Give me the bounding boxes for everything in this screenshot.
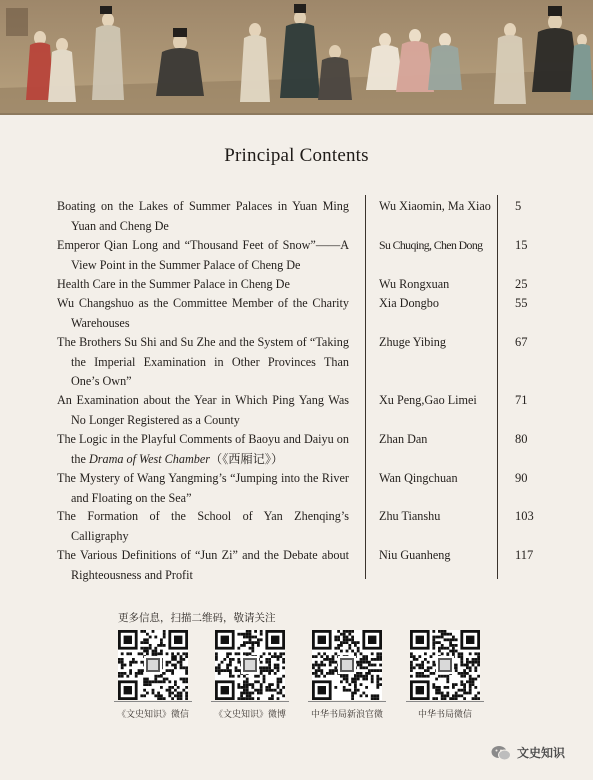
entry-author: Zhuge Yibing	[379, 335, 446, 349]
entry-title: The Various Definitions of “Jun Zi” and the Debate about Righteousness and Profit	[57, 548, 349, 582]
entry-title	[57, 430, 349, 469]
entry-title: The Formation of the School of Yan Zhenqing’s Calligraphy	[57, 509, 349, 543]
entry-author: Niu Guanheng	[379, 548, 451, 562]
entry-page: 67	[515, 335, 528, 349]
qr-underline	[114, 701, 192, 702]
qr-code[interactable]	[118, 630, 188, 700]
watermark-text: 文史知识	[517, 746, 566, 760]
qr-code[interactable]	[215, 630, 285, 700]
qr-caption: 《文史知识》微信	[116, 710, 189, 720]
entry-title: Wu Changshuo as the Committee Member of the Charity Warehouses	[57, 296, 349, 330]
entry-title: Health Care in the Summer Palace in Cheng De	[57, 277, 290, 291]
entry-title: The Mystery of Wang Yangming’s “Jumping into the River and Floating on the Sea”	[57, 471, 349, 505]
qr-prompt: 更多信息，扫描二维码，敬请关注	[118, 612, 276, 624]
painting-illustration	[0, 0, 593, 113]
entry-author: Zhu Tianshu	[379, 509, 441, 523]
page-title: Principal Contents	[224, 145, 369, 166]
watermark	[491, 744, 565, 761]
entry-page: 117	[515, 548, 534, 562]
entry-page: 90	[515, 471, 528, 485]
entry-page: 103	[515, 509, 534, 523]
entry-author: Wu Xiaomin, Ma Xiao	[379, 199, 491, 213]
entry-page: 5	[515, 199, 522, 213]
entry-title: The Brothers Su Shi and Su Zhe and the System of “Taking the Imperial Examination in Other Provinces Than One’s Own”	[57, 335, 349, 388]
entry-author: Wu Rongxuan	[379, 277, 450, 291]
entry-page: 71	[515, 393, 528, 407]
qr-caption: 《文史知识》微博	[213, 710, 286, 720]
qr-caption: 中华书局新浪官微	[310, 710, 383, 720]
qr-caption: 中华书局微信	[417, 710, 472, 720]
column-divider-page	[497, 195, 498, 579]
entry-title: Boating on the Lakes of Summer Palaces in Yuan Ming Yuan and Cheng De	[57, 199, 349, 233]
entry-title: Emperor Qian Long and “Thousand Feet of Snow”——A View Point in the Summer Palace of Cheng De	[57, 238, 349, 272]
entry-title: An Examination about the Year in Which Ping Yang Was No Longer Registered as a County	[57, 393, 349, 427]
qr-code[interactable]	[410, 630, 480, 700]
entry-title-chinese: （《西厢记》）	[210, 451, 284, 466]
column-divider-author	[365, 195, 366, 579]
entry-title-text: The Logic in the Playful Comments of Baoyu and Daiyu on the	[57, 432, 349, 466]
qr-code[interactable]	[312, 630, 382, 700]
entry-author: Su Chuqing, Chen Dong	[379, 238, 483, 252]
entry-page: 80	[515, 432, 528, 446]
entry-page: 15	[515, 238, 528, 252]
entry-title-italic: Drama of West Chamber	[88, 451, 211, 466]
qr-underline	[406, 701, 484, 702]
entry-author: Zhan Dan	[379, 432, 428, 446]
banner-divider	[0, 113, 593, 115]
wechat-icon	[491, 745, 511, 761]
qr-underline	[308, 701, 386, 702]
entry-page: 25	[515, 277, 528, 291]
entry-page: 55	[515, 296, 528, 310]
entry-author: Xia Dongbo	[379, 296, 439, 310]
qr-underline	[211, 701, 289, 702]
banner-painting	[0, 0, 593, 113]
entry-author: Wan Qingchuan	[379, 471, 458, 485]
entry-author: Xu Peng,Gao Limei	[379, 393, 477, 407]
